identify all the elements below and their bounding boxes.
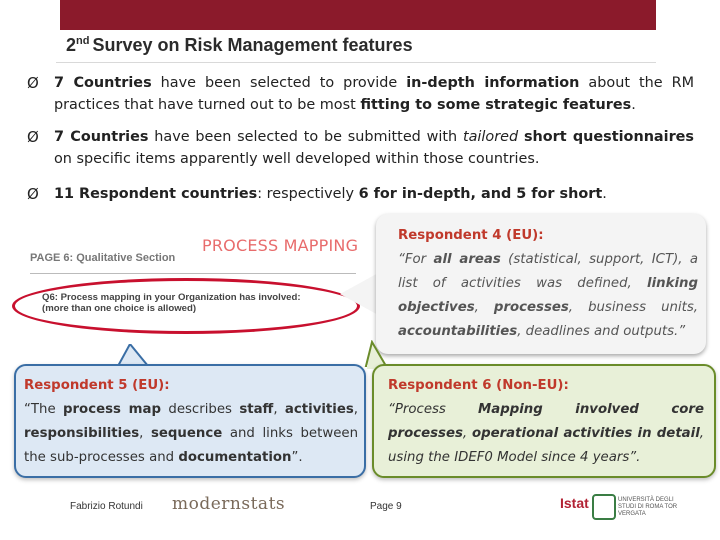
modernstats-logo: modernstats (172, 494, 286, 514)
callout-quote: “The process map describes staff, activities, responsibilities, sequence and links between the sub-processes and documentation”. (24, 402, 358, 465)
title-divider (56, 62, 656, 63)
callout-respondent-5 (14, 364, 366, 478)
header-bar (60, 0, 656, 30)
page-label: PAGE 6: Qualitative Section (30, 252, 176, 264)
callout-heading: Respondent 6 (Non-EU): (388, 378, 569, 393)
callout-respondent-6 (372, 364, 716, 478)
callout-heading: Respondent 5 (EU): (24, 378, 170, 393)
bullet-arrow-icon: Ø (27, 128, 39, 146)
divider (30, 273, 356, 274)
bullet-text: 7 Countries have been selected to be submitted with tailored short questionnaires on specific items apparently well developed within those countries. (54, 129, 694, 167)
callout-respondent-4 (376, 214, 706, 354)
university-logo-icon (592, 494, 616, 520)
istat-logo: Istat (560, 495, 589, 511)
question-q6: Q6: Process mapping in your Organization has involved: (more than one choice is allowed) (42, 292, 301, 314)
slide-title: 2nd Survey on Risk Management features (66, 35, 413, 55)
callout-quote: “Process Mapping involved core processes, operational activities in detail, using the IDEF0 Model since 4 years”. (388, 402, 704, 465)
bullet-text: 7 Countries have been selected to provide in-depth information about the RM practices that have turned out to be most fitting to some strategic features. (54, 75, 695, 113)
page-number: Page 9 (370, 501, 402, 512)
callout-heading: Respondent 4 (EU): (398, 228, 544, 243)
callout-quote: “For all areas (statistical, support, ICT), a list of activities was defined, linking objectives, processes, business units, accountabilities, deadlines and outputs.” (398, 252, 698, 339)
highlight-ellipse (12, 278, 360, 334)
callout-pointer (340, 272, 380, 316)
university-logo-text: UNIVERSITÀ DEGLI STUDI DI ROMA TOR VERGATA (618, 497, 678, 517)
bullet-item (27, 72, 695, 116)
bullet-arrow-icon: Ø (27, 185, 39, 203)
bullet-item (27, 183, 694, 205)
bullet-arrow-icon: Ø (27, 74, 39, 92)
footer-author: Fabrizio Rotundi (70, 501, 143, 512)
process-mapping-title: PROCESS MAPPING (202, 236, 359, 255)
qualitative-section-excerpt (20, 230, 366, 350)
bullet-item (27, 126, 694, 170)
bullet-text: 11 Respondent countries: respectively 6 for in-depth, and 5 for short. (54, 186, 607, 202)
